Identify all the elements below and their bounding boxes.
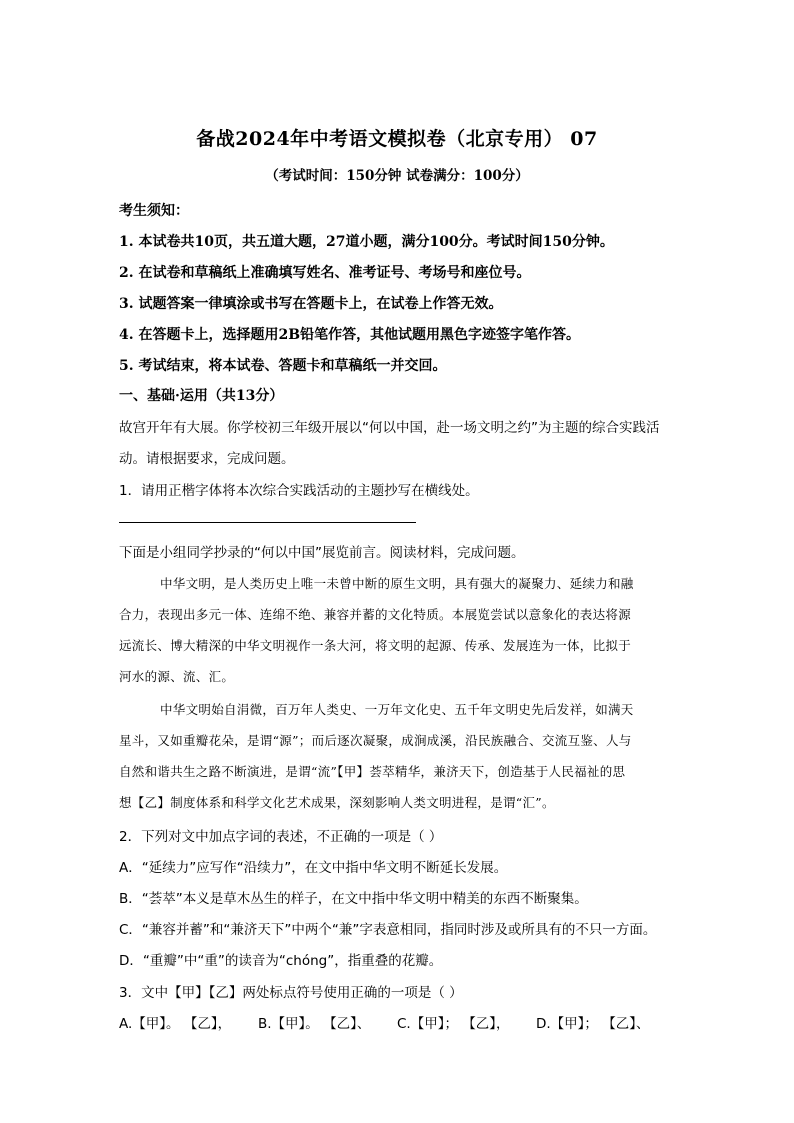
intro-text: 动。请根据要求，完成问题。 <box>119 451 295 467</box>
notice-item: 2. 在试卷和草稿纸上准确填写姓名、准考证号、考场号和座位号。 <box>119 265 531 281</box>
q2-option-a: A．“延续力”应写作“沿续力”，在文中指中华文明不断延长发展。 <box>119 860 508 876</box>
section-heading: 一、基础·运用（共13分） <box>119 388 284 404</box>
exam-subtitle: （考试时间：150分钟 试卷满分：100分） <box>265 168 529 184</box>
material-line: 星斗，又如重瓣花朵，是谓“源”；而后逐次凝聚，成涧成溪，沿民族融合、交流互鉴、人与 <box>119 733 632 748</box>
notice-heading: 考生须知： <box>119 203 189 219</box>
notice-item: 5. 考试结束，将本试卷、答题卡和草稿纸一并交回。 <box>119 358 447 374</box>
q3-option-b: B.【甲】。 【乙】、 <box>258 1016 371 1032</box>
notice-item: 4. 在答题卡上，选择题用2B铅笔作答，其他试题用黑色字迹签字笔作答。 <box>119 327 581 343</box>
q3-option-a: A.【甲】。 【乙】， <box>119 1016 232 1032</box>
intro-text: 故宫开年有大展。你学校初三年级开展以“何以中国，赴一场文明之约”为主题的综合实践活 <box>119 420 660 436</box>
exam-title: 备战2024年中考语文模拟卷（北京专用） 07 <box>196 128 598 150</box>
question-2: 2．下列对文中加点字词的表述，不正确的一项是（ ） <box>119 829 443 845</box>
material-line: 想【乙】制度体系和科学文化艺术成果，深刻影响人类文明进程，是谓“汇”。 <box>119 795 555 810</box>
q2-option-b: B．“荟萃”本义是草木丛生的样子，在文中指中华文明中精美的东西不断聚集。 <box>119 891 588 907</box>
material-line: 中华文明，是人类历史上唯一未曾中断的原生文明，具有强大的凝聚力、延续力和融 <box>160 576 634 591</box>
material-line: 中华文明始自涓微，百万年人类史、一万年文化史、五千年文明史先后发祥，如满天 <box>160 702 634 717</box>
notice-item: 3. 试题答案一律填涂或书写在答题卡上，在试卷上作答无效。 <box>119 296 503 312</box>
answer-blank-line <box>119 522 416 523</box>
material-line: 河水的源、流、汇。 <box>119 669 235 684</box>
question-3: 3．文中【甲】【乙】两处标点符号使用正确的一项是（ ） <box>119 985 463 1001</box>
material-line: 远流长、博大精深的中华文明视作一条大河，将文明的起源、传承、发展连为一体，比拟于 <box>119 638 632 653</box>
question-1: 1．请用正楷字体将本次综合实践活动的主题抄写在横线处。 <box>119 483 479 499</box>
q3-option-c: C.【甲】； 【乙】， <box>397 1016 510 1032</box>
material-line: 自然和谐共生之路不断演进，是谓“流”【甲】荟萃精华，兼济天下，创造基于人民福祉的思 <box>119 764 626 779</box>
material-line: 合力，表现出多元一体、连绵不绝、兼容并蓄的文化特质。本展览尝试以意象化的表达将源 <box>119 607 632 622</box>
notice-item: 1. 本试卷共10页，共五道大题，27道小题，满分100分。考试时间150分钟。 <box>119 234 614 250</box>
material-intro: 下面是小组同学抄录的“何以中国”展览前言。阅读材料，完成问题。 <box>119 545 525 561</box>
q3-option-d: D.【甲】； 【乙】、 <box>536 1016 650 1032</box>
q2-option-c: C．“兼容并蓄”和“兼济天下”中两个“兼”字表意相同，指同时涉及或所具有的不只一方面。 <box>119 922 657 938</box>
q2-option-d: D．“重瓣”中“重”的读音为“chóng”，指重叠的花瓣。 <box>119 953 443 969</box>
